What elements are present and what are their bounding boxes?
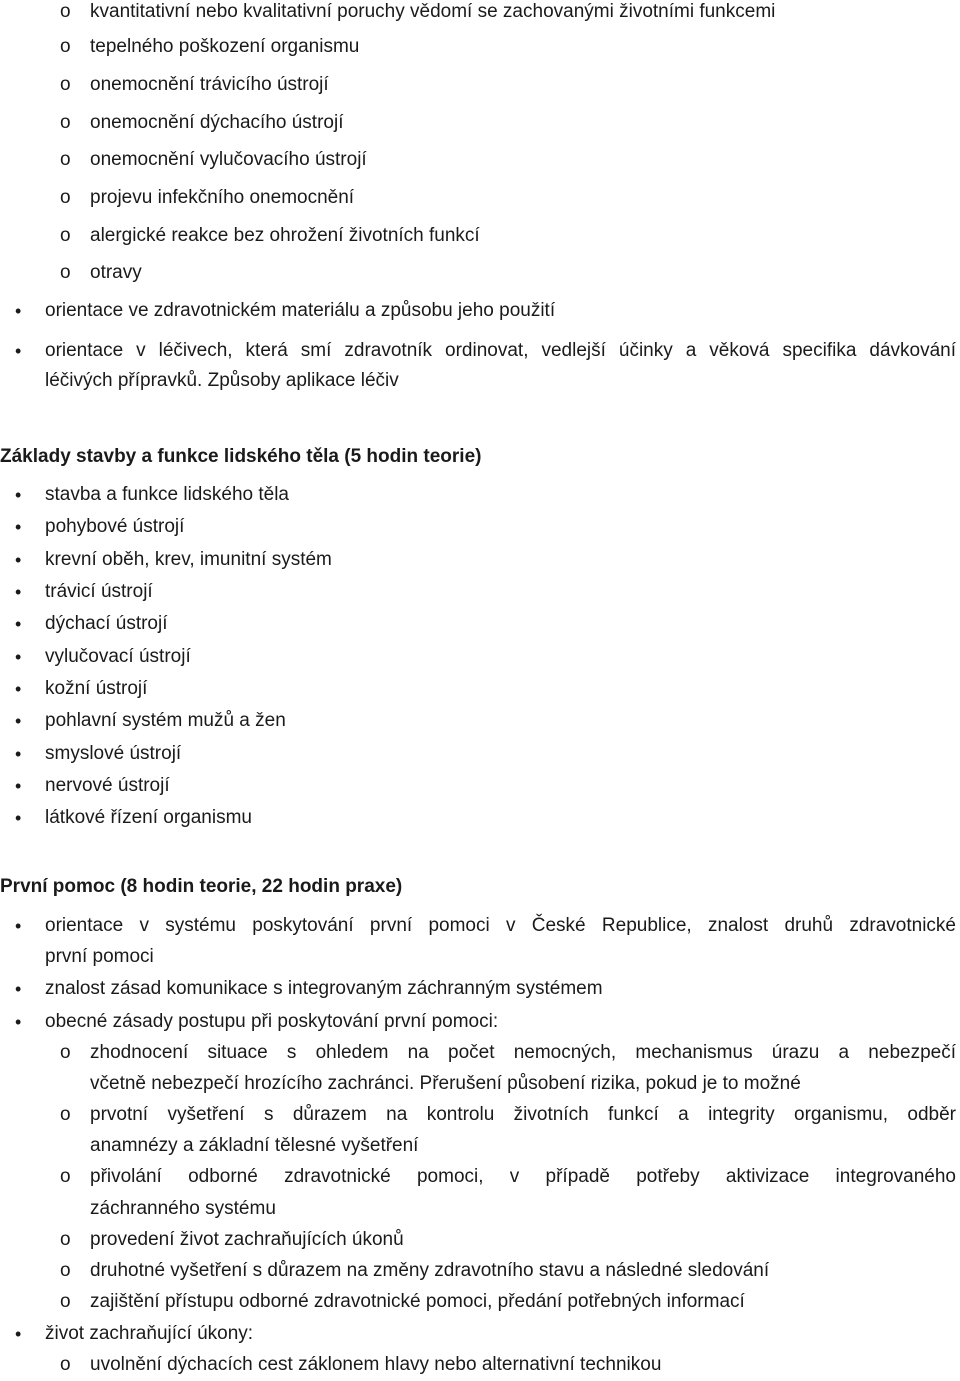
sub-marker: o <box>60 187 71 208</box>
list-item-text: obecné zásady postupu při poskytování první pomoci: <box>45 1011 499 1032</box>
list-item-text: kožní ústrojí <box>45 678 148 699</box>
sub-marker: o <box>60 1354 71 1375</box>
list-item-text: látkové řízení organismu <box>45 807 252 828</box>
bullet-marker: • <box>15 517 22 537</box>
list-item-text: druhotné vyšetření s důrazem na změny zdravotního stavu a následné sledování <box>90 1260 770 1281</box>
bullet-marker: • <box>15 582 22 602</box>
list-item-text: anamnézy a základní tělesné vyšetření <box>90 1135 419 1156</box>
bullet-marker: • <box>15 614 22 634</box>
sub-marker: o <box>60 1 71 22</box>
list-item-text: záchranného systému <box>90 1198 276 1219</box>
list-item-text: projevu infekčního onemocnění <box>90 187 355 208</box>
bullet-marker: • <box>15 485 22 505</box>
bullet-marker: • <box>15 979 22 999</box>
list-item-text: léčivých přípravků. Způsoby aplikace léčiv <box>45 370 399 391</box>
list-item-text: prvotní vyšetření s důrazem na kontrolu životních funkcí a integrity organismu, odběr <box>90 1104 956 1125</box>
bullet-marker: • <box>15 550 22 570</box>
sub-marker: o <box>60 1291 71 1312</box>
list-item-text: zhodnocení situace s ohledem na počet nemocných, mechanismus úrazu a nebezpečí <box>90 1042 956 1063</box>
sub-marker: o <box>60 1042 71 1063</box>
list-item-text: stavba a funkce lidského těla <box>45 484 289 505</box>
bullet-marker: • <box>15 679 22 699</box>
list-item-text: provedení život zachraňujících úkonů <box>90 1229 404 1250</box>
list-item-text: kvantitativní nebo kvalitativní poruchy vědomí se zachovanými životními funkcemi <box>90 1 776 22</box>
bullet-marker: • <box>15 711 22 731</box>
sub-marker: o <box>60 1104 71 1125</box>
list-item-text: tepelného poškození organismu <box>90 36 360 57</box>
sub-marker: o <box>60 149 71 170</box>
list-item-text: zajištění přístupu odborné zdravotnické pomoci, předání potřebných informací <box>90 1291 745 1312</box>
list-item-text: alergické reakce bez ohrožení životních funkcí <box>90 225 480 246</box>
list-item-text: nervové ústrojí <box>45 775 170 796</box>
list-item-text: orientace v léčivech, která smí zdravotník ordinovat, vedlejší účinky a věková specifika dávkování <box>45 340 956 361</box>
list-item-text: pohlavní systém mužů a žen <box>45 710 286 731</box>
list-item-text: dýchací ústrojí <box>45 613 168 634</box>
sub-marker: o <box>60 1260 71 1281</box>
list-item-text: včetně nebezpečí hrozícího zachránci. Přerušení působení rizika, pokud je to možné <box>90 1073 801 1094</box>
list-item-text: znalost zásad komunikace s integrovaným záchranným systémem <box>45 978 603 999</box>
bullet-marker: • <box>15 1012 22 1032</box>
list-item-text: smyslové ústrojí <box>45 743 182 764</box>
list-item-text: orientace v systému poskytování první pomoci v České Republice, znalost druhů zdravotnické <box>45 915 956 936</box>
list-item-text: život zachraňující úkony: <box>45 1323 254 1344</box>
sub-marker: o <box>60 1229 71 1250</box>
list-item-text: krevní oběh, krev, imunitní systém <box>45 549 332 570</box>
list-item-text: přivolání odborné zdravotnické pomoci, v případě potřeby aktivizace integrovaného <box>90 1166 956 1187</box>
bullet-marker: • <box>15 1324 22 1344</box>
bullet-marker: • <box>15 808 22 828</box>
bullet-marker: • <box>15 916 22 936</box>
list-item-text: pohybové ústrojí <box>45 516 185 537</box>
list-item-text: uvolnění dýchacích cest záklonem hlavy nebo alternativní technikou <box>90 1354 662 1375</box>
bullet-marker: • <box>15 301 22 321</box>
list-item-text: onemocnění vylučovacího ústrojí <box>90 149 367 170</box>
sub-marker: o <box>60 225 71 246</box>
bullet-marker: • <box>15 341 22 361</box>
list-item-text: první pomoci <box>45 946 154 967</box>
sub-marker: o <box>60 1166 71 1187</box>
list-item-text: onemocnění trávicího ústrojí <box>90 74 329 95</box>
list-item-text: trávicí ústrojí <box>45 581 153 602</box>
bullet-marker: • <box>15 744 22 764</box>
list-item-text: orientace ve zdravotnickém materiálu a způsobu jeho použití <box>45 300 556 321</box>
list-item-text: onemocnění dýchacího ústrojí <box>90 112 344 133</box>
list-item-text: otravy <box>90 262 142 283</box>
sub-marker: o <box>60 262 71 283</box>
list-item-text: vylučovací ústrojí <box>45 646 191 667</box>
sub-marker: o <box>60 74 71 95</box>
sub-marker: o <box>60 36 71 57</box>
bullet-marker: • <box>15 776 22 796</box>
section-title: Základy stavby a funkce lidského těla (5 hodin teorie) <box>0 446 482 467</box>
sub-marker: o <box>60 112 71 133</box>
section-title: První pomoc (8 hodin teorie, 22 hodin praxe) <box>0 876 403 897</box>
bullet-marker: • <box>15 647 22 667</box>
